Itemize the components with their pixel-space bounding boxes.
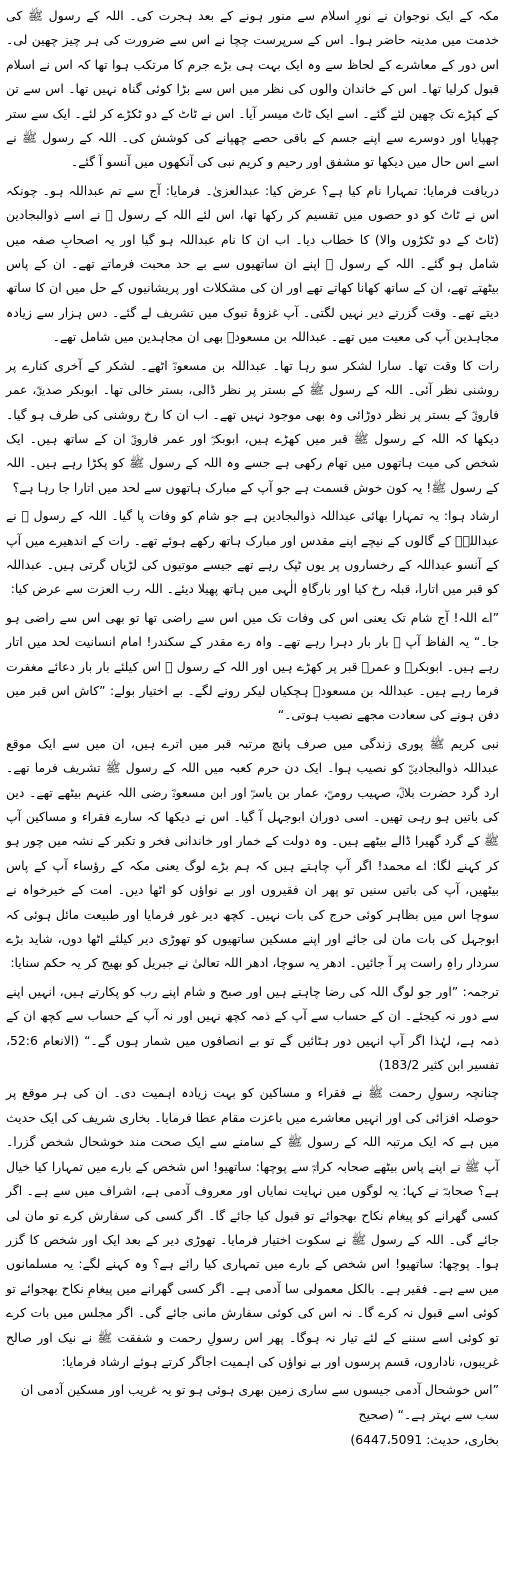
paragraph-5: ”اے اللہ! آج شام تک یعنی اس کی وفات تک میں اس سے راضی تھا تو بھی اس سے راضی ہو جا۔“ یہ الفاظ آپ ﷺ بار بار دہرا رہے تھے۔ واہ رے مقدر کے سکندر! امام انسانیت لحد میں اتار رہے ہیں۔ ابوبکرؓ و عمرؓ قبر پر کھڑے ہیں اور اللہ کے رسول ﷺ اس کیلئے بار بار دعائے مغفرت فرما رہے ہیں۔ عبداللہ بن مسعودؓ ہچکیاں لیکر رونے لگے۔ بے اختیار بولے: ”کاش اس قبر میں دفن ہونے کی سعادت مجھے نصیب ہوتی۔“	[6, 609, 499, 723]
paragraph-1: مکہ کے ایک نوجوان نے نورِ اسلام سے منور ہونے کے بعد ہجرت کی۔ اللہ کے رسول ﷺ کی خدمت میں مدینہ حاضر ہوا۔ اس کے سرپرست چچا نے اس سے ضرورت کی ہر چیز چھین لی۔ اس دور کے معاشرے کے لحاظ سے وہ ایک بہت ہی بڑے جرم کا مرتکب ہوا تھا کہ اس نے اسلام قبول کرلیا تھا۔ اس کے خاندان والوں کی نظر میں اس سے بڑا کوئی گناہ نہیں تھا۔ اس سے تن کے کپڑے تک چھین لئے گئے۔ اسے ایک ٹاٹ میسر آیا۔ اس نے ٹاٹ کے دو ٹکڑے کر لئے۔ ایک سے ستر چھپایا اور دوسرے سے اپنے جسم کے باقی حصے چھپانے کی کوشش کی۔ اللہ کے رسول ﷺ نے اسے اس حال میں دیکھا تو مشفق اور رحیم و کریم نبی کی آنکھوں میں آنسو آ گئے۔	[6, 8, 499, 170]
paragraph-4: ارشاد ہوا: یہ تمہارا بھائی عبداللہ ذوالبجادین ہے جو شام کو وفات پا گیا۔ اللہ کے رسول ﷺ نے عبداللہؓ کے گالوں کے نیچے اپنے مقدس اور مبارک ہاتھ رکھے ہوئے تھے۔ رات کے اندھیرے میں آپ کے آنسو عبداللہ کے رخساروں پر یوں ٹپک رہے تھے جیسے موتیوں کی لڑیاں گرتی ہیں۔ عبداللہ کو قبر میں اتارا، قبلہ رخ کیا اور بارگاہِ الٰہی میں ہاتھ پھیلا دیئے۔ اللہ رب العزت سے عرض کیا:	[6, 508, 499, 597]
paragraph-7: ترجمہ: ”اور جو لوگ اللہ کی رضا چاہتے ہیں اور صبح و شام اپنے رب کو پکارتے ہیں، انہیں اپنے سے دور نہ کیجئے۔ ان کے حساب سے آپ کے ذمہ کچھ نہیں اور نہ آپ کے حساب سے کچھ ان کے ذمہ ہے، لہٰذا اگر آپ انہیں دور ہٹائیں گے تو بے انصافوں میں شمار ہوں گے۔“ (الانعام 52:6، تفسیر ابن کثیر 183/2)	[6, 983, 499, 1073]
closing-quote: ”اس خوشحال آدمی جیسوں سے ساری زمین بھری ہوئی ہو تو یہ غریب اور مسکین آدمی ان سب سے بہتر ہے۔“ (صحیح	[20, 1382, 499, 1422]
paragraph-6: نبی کریم ﷺ پوری زندگی میں صرف پانچ مرتبہ قبر میں اترے ہیں، ان میں سے ایک موقع عبداللہ ذوالبجادینؓ کو نصیب ہوا۔ ایک دن حرم کعبہ میں اللہ کے رسول ﷺ تشریف فرما تھے۔ ارد گرد حضرت بلالؓ، صہیب رومیؓ، عمار بن یاسرؓ اور ابن مسعودؓ رضی اللہ عنہم بیٹھے تھے۔ دین کی باتیں ہو رہی تھیں۔ اسی دوران ابوجہل آ گیا۔ اس نے دیکھا کہ سارے فقراء و مساکین آپ ﷺ کے گرد گھیرا ڈالے بیٹھے ہیں۔ وہ دولت کے خمار اور خاندانی فخر و تکبر کے نشہ میں چور ہو کر کہنے لگا: اے محمد! اگر آپ چاہتے ہیں کہ ہم بڑے لوگ یعنی مکہ کے رؤساء آپ کے پاس بیٹھیں، آپ کی باتیں سنیں تو پھر ان فقیروں اور بے نواؤں کو اٹھا دیں۔ امت کے خیرخواہ نے سوچا اس میں بظاہر کوئی حرج کی بات نہیں۔ کچھ دیر غور فرمایا اور طبیعت مائل ہوئی کہ ابوجہل کی بات مان لی جائے اور اپنے مسکین ساتھیوں کو تھوڑی دیر کیلئے اٹھا دوں، شاید بڑے سردار راہِ راست پر آ جائیں۔ ادھر یہ سوچا، ادھر اللہ تعالیٰ نے جبریل کو بھیج کر یہ حکم سنایا:	[6, 735, 499, 971]
hadith-reference: بخاری، حدیث: 6447،5091)	[350, 1432, 499, 1448]
paragraph-8: چنانچہ رسولِ رحمت ﷺ نے فقراء و مساکین کو بہت زیادہ اہمیت دی۔ ان کی ہر موقع پر حوصلہ افزائی کی اور انہیں معاشرے میں باعزت مقام عطا فرمایا۔ بخاری شریف کی ایک حدیث میں ہے کہ ایک مرتبہ اللہ کے رسول ﷺ کے سامنے سے ایک صحت مند خوشحال شخص گزرا۔ آپ ﷺ نے اپنے پاس بیٹھے صحابہ کرامؓ سے پوچھا: ساتھیو! اس شخص کے بارے میں تمہارا کیا خیال ہے؟ صحابہؓ نے کہا: یہ لوگوں میں نہایت نمایاں اور معروف آدمی ہے، اشراف میں سے ہے۔ اگر کسی گھرانے کو پیغام نکاح بھجوائے تو قبول کیا جائے گا۔ اگر کسی کی سفارش کرے تو مان لی جائے گی۔ اللہ کے رسول ﷺ نے سکوت اختیار فرمایا۔ تھوڑی دیر کے بعد ایک اور شخص کا گزر ہوا۔ پوچھا: ساتھیو! اس شخص کے بارے میں تمہاری کیا رائے ہے؟ وہ کہنے لگے: یہ مسلمانوں میں سے ہے۔ فقیر ہے۔ بالکل معمولی سا آدمی ہے۔ اگر کسی گھرانے میں پیغامِ نکاح بھجوائے تو کوئی اسے قبول نہ کرے گا۔ نہ اس کی کوئی سفارش مانی جائے گی۔ اگر مجلس میں بات کرے تو کوئی اسے سننے کے لئے تیار نہ ہوگا۔ پھر اس رسولِ رحمت و شفقت ﷺ نے نیک اور صالح غریبوں، ناداروں، قسم پرسوں اور بے نواؤں کی اہمیت اجاگر کرتے ہوئے ارشاد فرمایا:	[6, 1085, 499, 1369]
paragraph-2: دریافت فرمایا: تمہارا نام کیا ہے؟ عرض کیا: عبدالعزیٰ۔ فرمایا: آج سے تم عبداللہ ہو۔ چونکہ اس نے ٹاٹ کو دو حصوں میں تقسیم کر رکھا تھا، اس لئے اللہ کے رسول ﷺ نے اسے ذوالبجادین (ٹاٹ کے دو ٹکڑوں والا) کا خطاب دیا۔ اب ان کا نام عبداللہ ہو گیا اور یہ اصحابِ صفہ میں شامل ہو گئے۔ اللہ کے رسول ﷺ اپنے ان ساتھیوں سے بے حد محبت فرماتے تھے۔ ان کے پاس بیٹھتے تھے، ان کے ساتھ کھانا کھاتے تھے اور ان کی مشکلات اور پریشانیوں کے حل میں ان کا ساتھ دیتے تھے۔ وقت گزرتے دیر نہیں لگتی۔ آپ غزوۂ تبوک میں تشریف لے گئے۔ دس ہزار سے زیادہ مجاہدین آپ کی معیت میں تھے۔ عبداللہ بن مسعودؓ بھی ان مجاہدین میں شامل تھے۔	[6, 182, 499, 345]
paragraph-3: رات کا وقت تھا۔ سارا لشکر سو رہا تھا۔ عبداللہ بن مسعودؓ اٹھے۔ لشکر کے آخری کنارے پر روشنی نظر آئی۔ اللہ کے رسول ﷺ کے بستر پر نظر ڈالی، بستر خالی تھا۔ ابوبکر صدیقؓ، عمر فاروقؓ کے بستر پر نظر دوڑائی وہ بھی موجود نہیں تھے۔ اب ان کا رخ روشنی کی طرف ہو گیا۔ دیکھا کہ اللہ کے رسول ﷺ قبر میں کھڑے ہیں، ابوبکرؓ اور عمر فاروقؓ ان کے ساتھ ہیں۔ ایک شخص کی میت ہاتھوں میں تھام رکھی ہے جسے وہ اللہ کے رسول ﷺ کو پکڑا رہے ہیں۔ اللہ کے رسول ﷺ! یہ کون خوش قسمت ہے جو آپ کے مبارک ہاتھوں سے لحد میں اتارا جا رہا ہے؟	[6, 357, 499, 495]
